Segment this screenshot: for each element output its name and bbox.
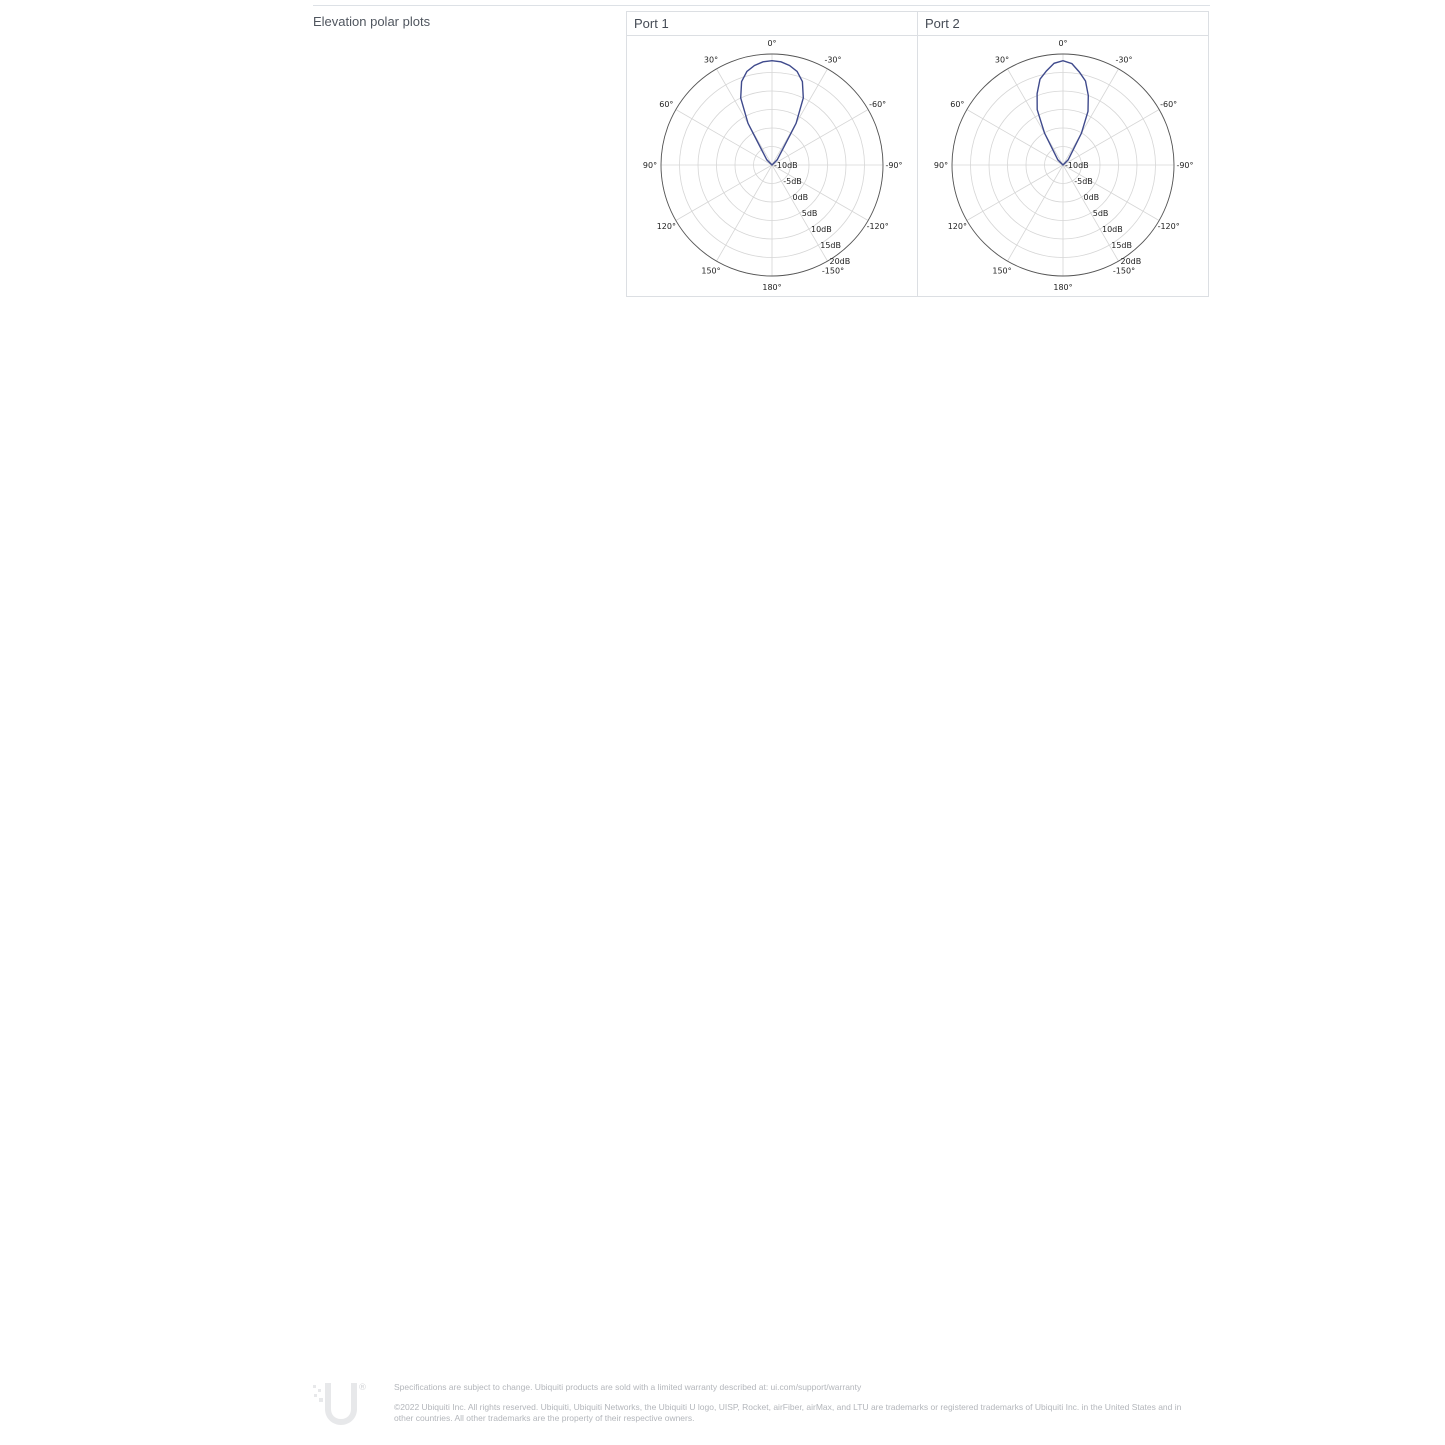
radial-tick-label: 20dB	[1120, 257, 1142, 267]
grid-spoke	[967, 110, 1063, 166]
angle-tick-label: 30°	[994, 55, 1010, 65]
angle-tick-label: -90°	[1176, 161, 1194, 170]
angle-tick-label: -60°	[1160, 100, 1178, 109]
radial-tick-label: -10dB	[774, 161, 798, 170]
angle-tick-label: 60°	[659, 100, 674, 109]
angle-tick-label: -150°	[1112, 266, 1136, 276]
radial-tick-label: -5dB	[783, 177, 802, 187]
section-label: Elevation polar plots	[313, 14, 431, 29]
angle-tick-label: -90°	[885, 161, 903, 170]
ubiquiti-logo	[311, 1379, 367, 1427]
angle-tick-label: 0°	[767, 39, 777, 48]
polar-plot-table	[626, 11, 1209, 297]
grid-spoke	[717, 69, 773, 165]
grid-spoke	[772, 165, 868, 221]
angle-tick-label: 120°	[947, 222, 967, 231]
plot-title: Port 2	[918, 12, 1208, 36]
angle-tick-label: 180°	[762, 283, 782, 292]
grid-spoke	[967, 165, 1063, 221]
angle-tick-label: 150°	[701, 266, 721, 276]
polar-chart-port-1	[627, 37, 917, 297]
angle-tick-label: 150°	[992, 266, 1012, 276]
radial-tick-label: -10dB	[1065, 161, 1089, 170]
angle-tick-label: -120°	[1157, 222, 1180, 231]
grid-spoke	[676, 110, 772, 166]
grid-spoke	[1008, 165, 1064, 261]
grid-spoke	[772, 69, 828, 165]
grid-spoke	[676, 165, 772, 221]
angle-tick-label: -30°	[1115, 55, 1133, 65]
radial-tick-label: 15dB	[1111, 241, 1132, 251]
angle-tick-label: 90°	[933, 161, 949, 170]
angle-tick-label: 30°	[703, 55, 719, 65]
radial-tick-label: 15dB	[820, 241, 841, 251]
footer-copyright: ©2022 Ubiquiti Inc. All rights reserved. Ubiquiti, Ubiquiti Networks, the Ubiquiti U logo, UISP, Rocket, airFiber, airMax, and LTU are trademarks or registered trademarks of Ubiquiti Inc. in the United States and in other countries. All other trademarks are the property of their respective owners.	[394, 1402, 1182, 1423]
plot-title: Port 1	[627, 12, 917, 36]
radial-tick-label: 10dB	[1102, 225, 1123, 235]
plot-cell-port-1	[627, 12, 917, 296]
radial-tick-label: 0dB	[792, 193, 809, 203]
angle-tick-label: -150°	[821, 266, 845, 276]
angle-tick-label: 60°	[950, 100, 965, 109]
grid-spoke	[1063, 165, 1159, 221]
grid-spoke	[1063, 69, 1119, 165]
radial-tick-label: 10dB	[811, 225, 832, 235]
grid-spoke	[772, 110, 868, 166]
grid-spoke	[717, 165, 773, 261]
angle-tick-label: 120°	[656, 222, 676, 231]
angle-tick-label: -30°	[824, 55, 842, 65]
angle-tick-label: 180°	[1053, 283, 1073, 292]
top-divider	[313, 5, 1210, 6]
angle-tick-label: -60°	[869, 100, 887, 109]
footer-disclaimer: Specifications are subject to change. Ubiquiti products are sold with a limited warranty described at: ui.com/support/warranty	[394, 1382, 862, 1392]
radial-tick-label: 5dB	[1092, 209, 1109, 219]
polar-chart-port-2	[918, 37, 1208, 297]
radial-tick-label: 5dB	[801, 209, 818, 219]
radial-tick-label: -5dB	[1074, 177, 1093, 187]
angle-tick-label: 0°	[1058, 39, 1068, 48]
radial-tick-label: 0dB	[1083, 193, 1100, 203]
radial-tick-label: 20dB	[829, 257, 851, 267]
grid-spoke	[1063, 110, 1159, 166]
grid-spoke	[1008, 69, 1064, 165]
registered-mark: ®	[358, 1383, 367, 1393]
angle-tick-label: 90°	[642, 161, 658, 170]
angle-tick-label: -120°	[866, 222, 889, 231]
plot-cell-port-2	[917, 12, 1208, 296]
